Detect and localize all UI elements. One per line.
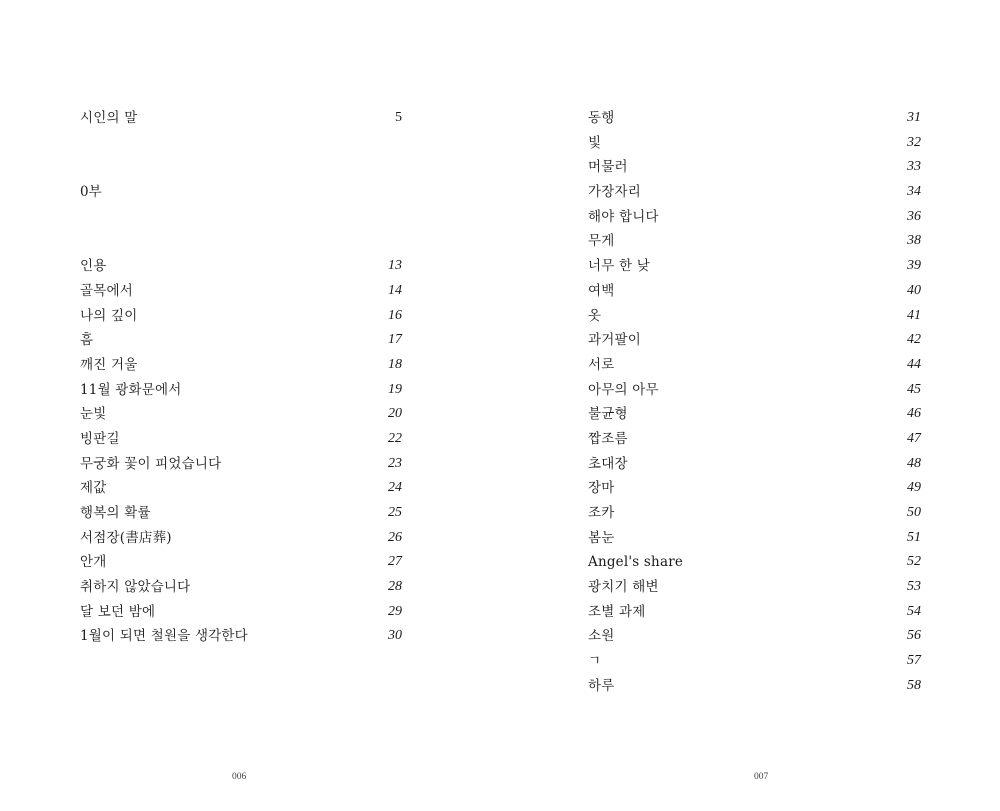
toc-title: 인용: [80, 258, 107, 275]
toc-title: 11월 광화문에서: [80, 381, 182, 398]
toc-entry[interactable]: [588, 452, 921, 477]
toc-entry[interactable]: [588, 155, 921, 180]
toc-page-number: 39: [907, 258, 921, 274]
toc-entry[interactable]: [588, 550, 921, 575]
toc-title: 너무 한 낮: [588, 258, 650, 275]
toc-title: 행복의 확률: [80, 505, 151, 522]
toc-entry[interactable]: [588, 526, 921, 551]
page-folio: 006: [232, 772, 247, 782]
toc-entry[interactable]: [588, 304, 921, 329]
toc-entry[interactable]: [588, 402, 921, 427]
toc-entry[interactable]: [80, 254, 402, 279]
toc-entry[interactable]: [588, 427, 921, 452]
toc-entry[interactable]: [80, 427, 402, 452]
page-folio: 007: [754, 772, 769, 782]
toc-entry-preface[interactable]: [80, 106, 402, 131]
toc-title: 해야 합니다: [588, 208, 659, 225]
toc-title: 골목에서: [80, 282, 133, 299]
toc-title: 옷: [588, 307, 602, 324]
toc-page-number: 38: [907, 233, 921, 249]
toc-entry[interactable]: [80, 328, 402, 353]
toc-page-number: 30: [388, 628, 402, 644]
toc-entry[interactable]: [80, 550, 402, 575]
toc-spacer: [80, 205, 402, 254]
toc-title: 봄눈: [588, 529, 615, 546]
toc-page-number: 25: [388, 505, 402, 521]
toc-title: 서점장(書店葬): [80, 529, 172, 546]
toc-title: 취하지 않았습니다: [80, 579, 191, 596]
toc-page-number: 52: [907, 554, 921, 570]
toc-title: 가장자리: [588, 184, 641, 201]
toc-title: 초대장: [588, 455, 628, 472]
toc-entry[interactable]: [80, 575, 402, 600]
toc-title: 아무의 아무: [588, 381, 659, 398]
toc-title: 달 보던 밤에: [80, 603, 156, 620]
toc-page-number: 33: [907, 159, 921, 175]
section-heading: 0부: [80, 184, 102, 201]
toc-entry[interactable]: [588, 600, 921, 625]
toc-page-number: 20: [388, 406, 402, 422]
toc-entry[interactable]: [588, 476, 921, 501]
toc-title: 깨진 거울: [80, 356, 138, 373]
toc-page-number: 5: [395, 110, 402, 125]
toc-entry[interactable]: [588, 328, 921, 353]
toc-title: 장마: [588, 480, 615, 497]
toc-entry[interactable]: [80, 624, 402, 649]
toc-entry[interactable]: [80, 402, 402, 427]
toc-title: 여백: [588, 282, 615, 299]
toc-title: 흠: [80, 332, 94, 349]
toc-page-number: 46: [907, 406, 921, 422]
toc-page-number: 28: [388, 579, 402, 595]
toc-page-number: 26: [388, 529, 402, 545]
toc-entry[interactable]: [80, 600, 402, 625]
toc-entry[interactable]: [588, 279, 921, 304]
toc-page-number: 58: [907, 677, 921, 693]
toc-title: 제값: [80, 480, 107, 497]
toc-entry[interactable]: [588, 205, 921, 230]
toc-title: 안개: [80, 554, 107, 571]
toc-page-number: 14: [388, 282, 402, 298]
toc-page-number: 32: [907, 134, 921, 150]
toc-entry[interactable]: [588, 624, 921, 649]
toc-page-number: 53: [907, 579, 921, 595]
toc-page-number: 51: [907, 529, 921, 545]
toc-entry[interactable]: [80, 304, 402, 329]
toc-page-number: 34: [907, 184, 921, 200]
toc-page-number: 29: [388, 603, 402, 619]
toc-page-number: 24: [388, 480, 402, 496]
toc-page-number: 57: [907, 653, 921, 669]
toc-title: 동행: [588, 110, 615, 126]
toc-title: 광치기 해변: [588, 579, 659, 596]
toc-entry[interactable]: [588, 649, 921, 674]
toc-page-number: 27: [388, 554, 402, 570]
toc-page-number: 19: [388, 381, 402, 397]
toc-page-number: 40: [907, 282, 921, 298]
toc-title: 소원: [588, 628, 615, 645]
toc-page-number: 56: [907, 628, 921, 644]
right-page: [500, 0, 1000, 811]
toc-title: 시인의 말: [80, 110, 138, 126]
toc-page-number: 47: [907, 430, 921, 446]
toc-title: 하루: [588, 677, 615, 694]
toc-entry[interactable]: [588, 180, 921, 205]
toc-entry[interactable]: [588, 353, 921, 378]
toc-entry[interactable]: [80, 452, 402, 477]
toc-page-number: 44: [907, 356, 921, 372]
toc-title: 과거팔이: [588, 332, 641, 349]
toc-title: 무게: [588, 233, 615, 250]
toc-entry[interactable]: [80, 279, 402, 304]
toc-entry[interactable]: [80, 353, 402, 378]
toc-page-number: 36: [907, 208, 921, 224]
toc-title: ㄱ: [588, 653, 602, 670]
toc-title: 조카: [588, 505, 615, 521]
toc-right: [588, 106, 921, 699]
toc-entry[interactable]: [588, 575, 921, 600]
toc-entry[interactable]: [80, 526, 402, 551]
toc-entry[interactable]: [588, 254, 921, 279]
toc-title: 무궁화 꽃이 피었습니다: [80, 455, 222, 472]
toc-entry[interactable]: [80, 476, 402, 501]
toc-entry[interactable]: [588, 229, 921, 254]
toc-entry[interactable]: [80, 378, 402, 403]
toc-page-number: 42: [907, 332, 921, 348]
toc-entry[interactable]: [588, 501, 921, 526]
toc-page-number: 31: [907, 110, 921, 125]
toc-title: Angel's share: [588, 554, 684, 571]
toc-page-number: 49: [907, 480, 921, 496]
toc-title: 눈빛: [80, 406, 107, 423]
toc-entry[interactable]: [588, 378, 921, 403]
toc-page-number: 41: [907, 307, 921, 323]
toc-entry[interactable]: [588, 106, 921, 131]
toc-entry[interactable]: [588, 131, 921, 156]
toc-page-number: 16: [388, 307, 402, 323]
toc-page-number: 48: [907, 455, 921, 471]
toc-page-number: 23: [388, 455, 402, 471]
toc-title: 머물러: [588, 159, 628, 176]
toc-title: 조별 과제: [588, 603, 646, 620]
toc-entry[interactable]: [588, 674, 921, 699]
toc-entry[interactable]: [80, 501, 402, 526]
toc-page-number: 13: [388, 258, 402, 274]
toc-page-number: 18: [388, 356, 402, 372]
toc-page-number: 17: [388, 332, 402, 348]
toc-title: 짭조름: [588, 430, 628, 447]
toc-title: 나의 깊이: [80, 307, 138, 324]
toc-title: 빙판길: [80, 430, 120, 447]
toc-title: 1월이 되면 철원을 생각한다: [80, 628, 248, 645]
toc-page-number: 50: [907, 505, 921, 520]
toc-spacer: [80, 131, 402, 180]
toc-page-number: 22: [388, 430, 402, 446]
toc-title: 서로: [588, 356, 615, 373]
toc-title: 불균형: [588, 406, 628, 423]
toc-title: 빛: [588, 134, 602, 151]
toc-page-number: 45: [907, 381, 921, 397]
toc-page-number: 54: [907, 603, 921, 619]
toc-left: [80, 106, 402, 649]
